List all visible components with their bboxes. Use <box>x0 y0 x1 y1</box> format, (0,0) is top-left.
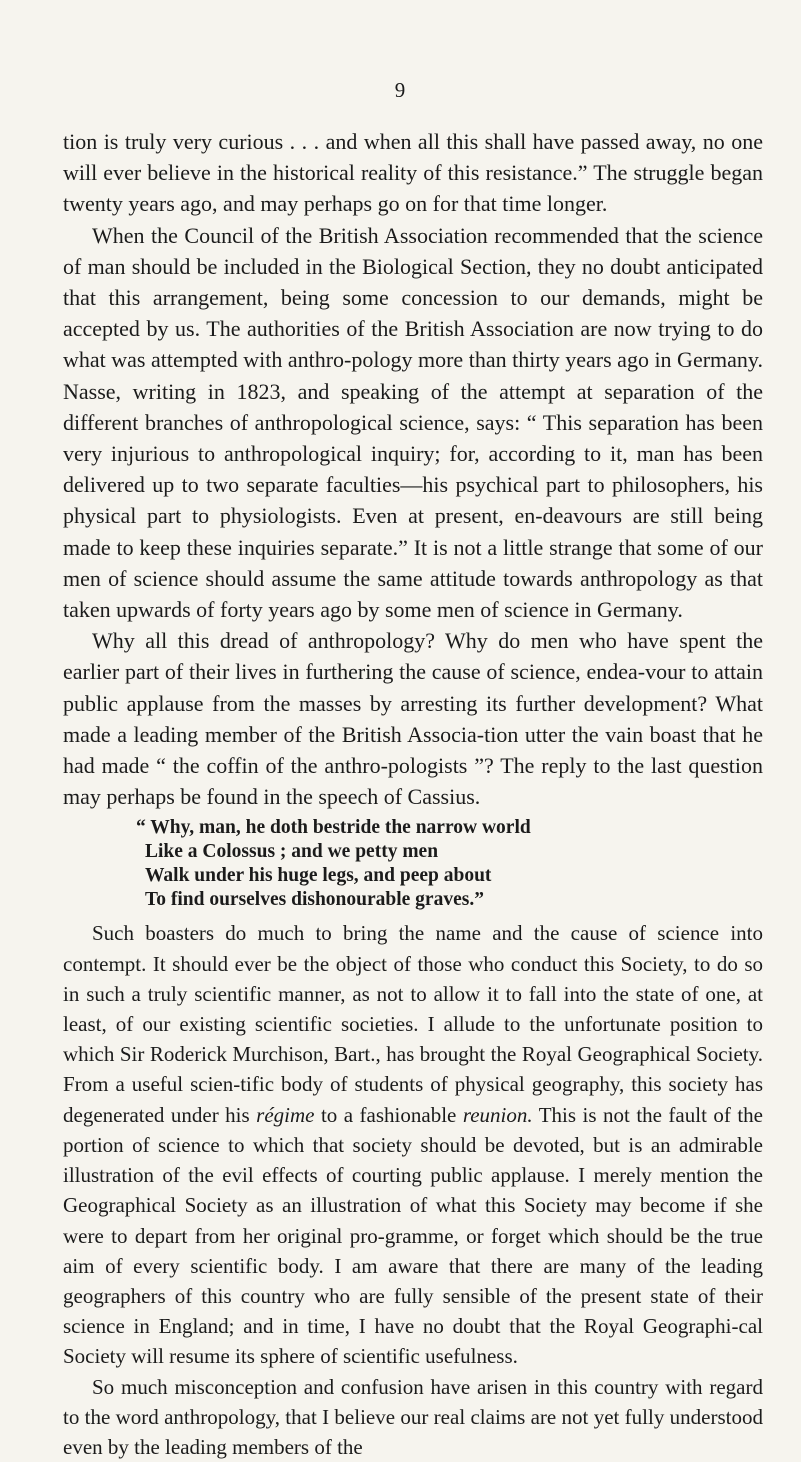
italic-term: reunion. <box>462 1102 533 1127</box>
paragraph-text: This is not the fault of the portion of science to which that society should be devoted, but is an admirable illustration of the evil effects of courting public applause. I merely mention the Geographical Society as an illustration of what this Society may become if she were to depart from her original pro-gramme, or forget which should be the true aim of every scientific body. I am aware that there are many of the leading geographers of this country who are fully sensible of the present state of their science in England; and in time, I have no doubt that the Royal Geographi-cal Society will resume its sphere of scientific usefulness. <box>63 1102 764 1369</box>
paragraph-text: Such boasters do much to bring the name and the cause of science into contempt. It should ever be the object of those who conduct this Society, to do so in such a truly scientific manner, as not to allow it to fall into the state of one, at least, of our existing scientific societies. I allude to the unfortunate position to which Sir Roderick Murchison, Bart., has brought the Royal Geographical Society. From a useful scien-tific body of students of physical geography, this society has degenerated under his <box>63 921 763 1127</box>
quote-line: Walk under his huge legs, and peep about <box>145 865 492 887</box>
cassius-quotation <box>136 816 763 912</box>
paragraph-misconception: So much misconception and confusion have arisen in this country with regard to the word anthropology, that I believe our real claims are not yet fully understood even by the leading members of the <box>63 1374 763 1459</box>
paragraph-dread-of-anthropology: Why all this dread of anthropology? Why do men who have spent the earlier part of their lives in furthering the cause of science, endea-vour to attain public applause from the masses by arresting its further development? What made a leading member of the British Associa-tion utter the vain boast that he had made “ the coffin of the anthro-pologists ”? The reply to the last question may perhaps be found in the speech of Cassius. <box>63 628 763 810</box>
paragraph-text: to a fashionable <box>320 1102 457 1127</box>
italic-term: régime <box>256 1102 315 1127</box>
paragraph-continuation: tion is truly very curious . . . and when all this shall have passed away, no one will ever believe in the historical reality of this resistance.” The struggle began twenty years ago, and may perhaps go on for that time longer. <box>63 129 763 217</box>
quote-line: To find ourselves dishonourable graves.” <box>145 889 484 911</box>
paragraph-british-association: When the Council of the British Association recommended that the science of man should be included in the Biological Section, they no doubt anticipated that this arrangement, being some concession to our demands, might be accepted by us. The authorities of the British Association are now trying to do what was attempted with anthro-pology more than thirty years ago in Germany. Nasse, writing in 1823, and speaking of the attempt at separation of the different branches of anthropological science, says: “ This separation has been very injurious to anthropological inquiry; for, according to it, man has been delivered up to two separate faculties—his psychical part to philosophers, his physical part to physiologists. Even at present, en-deavours are still being made to keep these inquiries separate.” It is not a little strange that some of our men of science should assume the same attitude towards anthropology as that taken upwards of forty years ago by some men of science in Germany. <box>63 222 763 623</box>
body-text <box>63 126 763 1462</box>
page-number: 9 <box>394 78 407 102</box>
paragraph-boasters <box>63 918 763 1371</box>
quote-line: Like a Colossus ; and we petty men <box>145 841 439 863</box>
quote-line: “ Why, man, he doth bestride the narrow world <box>136 817 531 839</box>
